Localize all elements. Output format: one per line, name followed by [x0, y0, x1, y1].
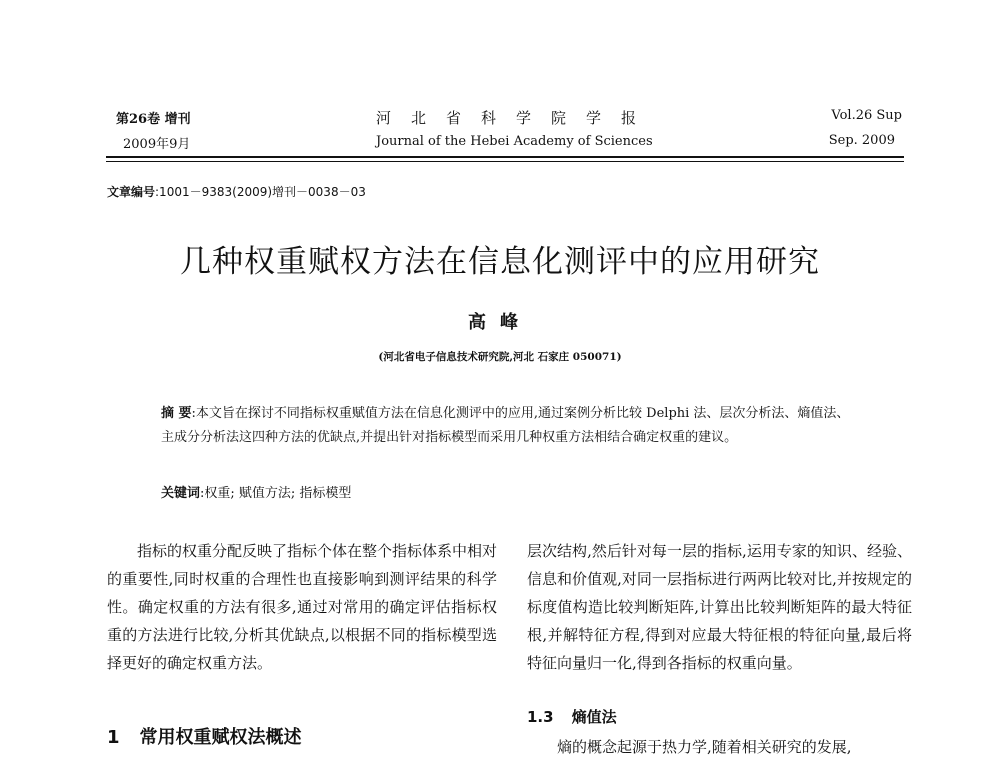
abstract-label: 摘 要	[161, 406, 192, 421]
subsection-1-3-title: 熵值法	[571, 708, 617, 726]
entropy-paragraph: 熵的概念起源于热力学,随着相关研究的发展,	[557, 738, 852, 756]
article-number-label: 文章编号	[107, 185, 156, 199]
header-rule-thin	[106, 161, 904, 162]
ahp-paragraph: 层次结构,然后针对每一层的指标,运用专家的知识、经验、信息和价值观,对同一层指标进行两两比较对比,并按规定的标度值构造比较判断矩阵,计算出比较判断矩阵的最大特征根,并解特征方程,得到对应最大特征根的特征向量,最后将特征向量归一化,得到各指标的权重向量。	[527, 542, 912, 672]
header-volume-en: Vol.26 Sup	[831, 108, 902, 123]
paper-author: 高峰	[468, 312, 532, 333]
subsection-1-3-number: 1.3	[527, 708, 554, 726]
header-rule-thick	[106, 156, 904, 158]
keywords-text: :权重; 赋值方法; 指标模型	[200, 486, 352, 501]
article-number	[107, 183, 366, 200]
article-number-value: :1001－9383(2009)增刊－0038－03	[155, 185, 366, 199]
keywords	[161, 482, 351, 501]
keywords-label: 关键词	[161, 486, 201, 501]
paper-title: 几种权重赋权方法在信息化测评中的应用研究	[180, 244, 820, 280]
header-date: 2009年9月	[123, 137, 191, 152]
header-volume: 第26卷 增刊	[116, 112, 191, 127]
header-date-en: Sep. 2009	[828, 133, 895, 148]
section-1-number: 1	[107, 727, 120, 748]
body-column-left	[107, 537, 497, 677]
section-1-heading	[107, 723, 302, 749]
body-column-right	[527, 537, 912, 677]
header-journal-en: Journal of the Hebei Academy of Sciences	[376, 134, 653, 149]
abstract-text: :本文旨在探讨不同指标权重赋值方法在信息化测评中的应用,通过案例分析比较 Delphi 法、层次分析法、熵值法、主成分分析法这四种方法的优缺点,并提出针对指标模型而采用几种权重方法相结合确定权重的建议。	[161, 406, 850, 445]
paper-affiliation: (河北省电子信息技术研究院,河北 石家庄 050071)	[378, 351, 622, 363]
intro-paragraph: 指标的权重分配反映了指标个体在整个指标体系中相对的重要性,同时权重的合理性也直接影响到测评结果的科学性。确定权重的方法有很多,通过对常用的确定评估指标权重的方法进行比较,分析其优缺点,以根据不同的指标模型选择更好的确定权重方法。	[107, 542, 498, 672]
header-journal-cn: 河北省科学院学报	[376, 109, 657, 127]
abstract	[161, 402, 861, 450]
subsection-1-3-heading	[527, 706, 617, 727]
section-1-title: 常用权重赋权法概述	[139, 727, 302, 748]
